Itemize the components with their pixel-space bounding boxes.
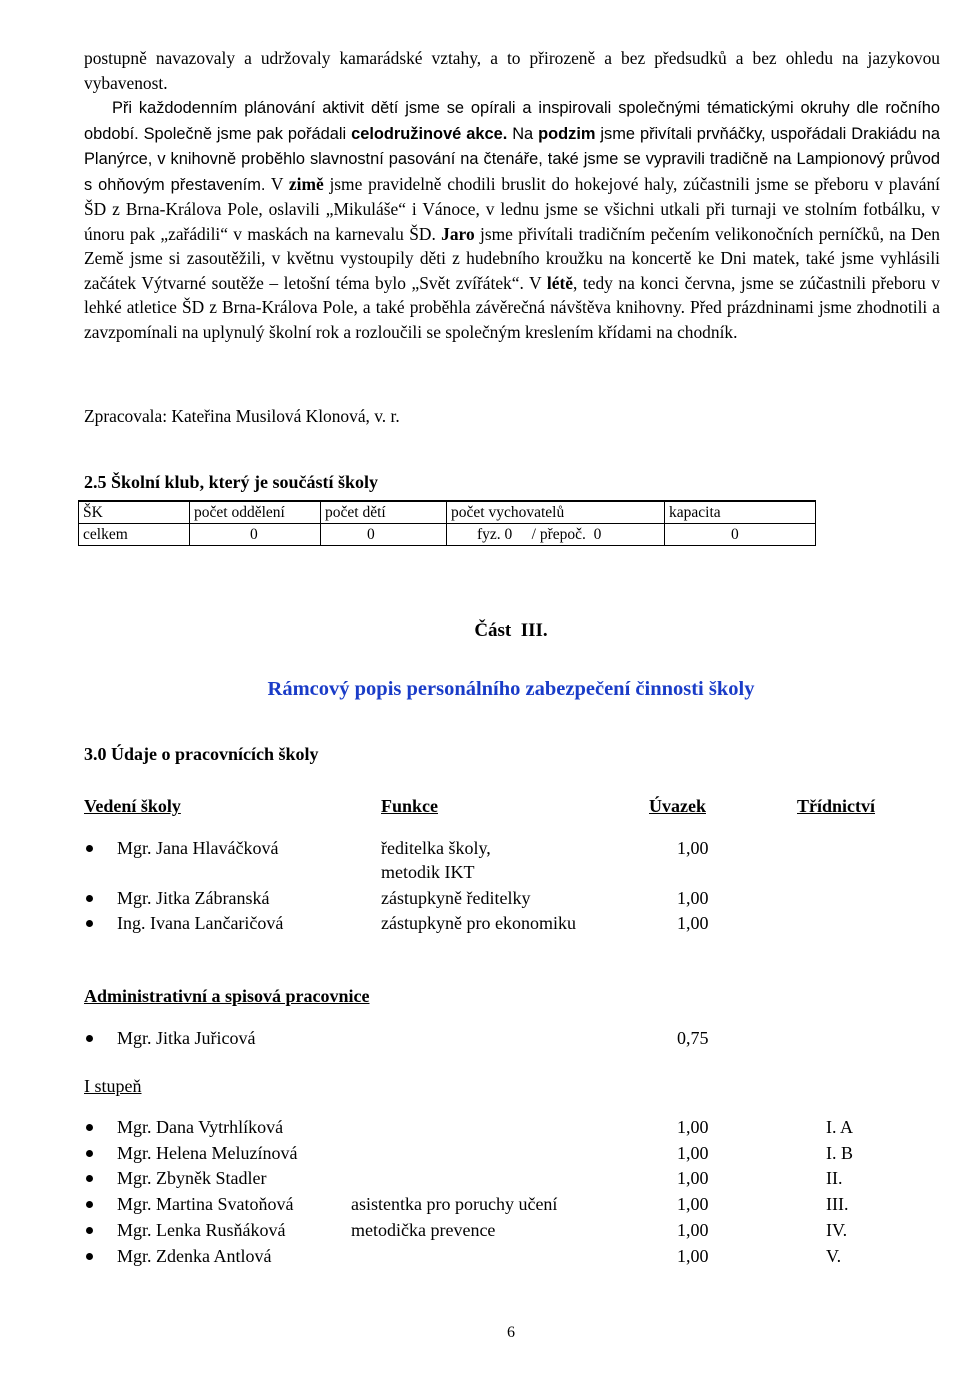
person-uvazek: 1,00 [677, 1143, 709, 1163]
person-name: Mgr. Martina Svatoňová [117, 1194, 294, 1214]
person-name: Mgr. Jana Hlaváčková [117, 838, 279, 858]
intro-p2-bold-akce: celodružinové akce. [351, 124, 508, 143]
person-uvazek: 1,00 [677, 1168, 709, 1188]
intro-p2 [84, 95, 940, 344]
person-name: Mgr. Helena Meluzínová [117, 1143, 298, 1163]
list-item-continuation [0, 862, 960, 886]
intro-p2-c: jsme přivítali prvňáčky, uspořádali Drakiádu na Planýrce, v knihovně proběhlo slavnostní pasování na čtenáře, také jsme se vypravili tradičně na Lampionový průvod s ohňovým přestavením. [84, 124, 941, 194]
person-funkce: ředitelka školy, [381, 838, 491, 858]
person-funkce: zástupkyně pro ekonomiku [381, 913, 576, 933]
person-funkce: zástupkyně ředitelky [381, 888, 531, 908]
section-2-5-title: 2.5 Školní klub, který je součástí školy [84, 472, 379, 492]
person-uvazek: 1,00 [677, 838, 709, 858]
section-3-0-title: 3.0 Údaje o pracovnících školy [84, 744, 319, 764]
intro-paragraph-1 [84, 46, 940, 95]
list-item [0, 913, 960, 937]
person-uvazek: 1,00 [677, 1117, 709, 1137]
intro-p2-g: , tedy na konci června, jsme se zúčastnili přeboru v lehké atletice ŠD z Brna-Králova Pole, a také proběhla závěrečná návštěva knihovny. Před prázdninami jsme zhodnotili a zavzpomínali na uplynulý školní rok a rozloučili se společným kreslením křídami na chodník. [84, 272, 940, 342]
intro-p2-b: Na [507, 124, 539, 143]
person-name: Mgr. Dana Vytrhlíková [117, 1117, 284, 1137]
th-deti: počet dětí [321, 501, 447, 524]
person-trida: II. [826, 1168, 843, 1188]
person-trida: I. A [826, 1117, 853, 1137]
th-sk: ŠK [79, 501, 190, 524]
person-funkce: asistentka pro poruchy učení [351, 1194, 558, 1214]
intro-p2-bold-jaro: Jaro [441, 223, 475, 244]
table-row [79, 524, 816, 546]
td-vychovatele: fyz. 0 / přepoč. 0 [447, 524, 665, 546]
intro-p2-a: Při každodenním plánování aktivit dětí jsme se opírali a inspirovali společnými tématickými okruhy dle ročního období. Společně jsme pak pořádali [84, 99, 940, 143]
th-oddeleni: počet oddělení [190, 501, 321, 524]
td-deti: 0 [321, 524, 447, 546]
intro-paragraph-2 [84, 95, 940, 344]
part-title: Část III. [474, 620, 548, 641]
list-item [0, 838, 960, 862]
list-item [0, 1246, 960, 1270]
page-number: 6 [507, 1324, 515, 1341]
person-name: Mgr. Jitka Zábranská [117, 888, 270, 908]
person-uvazek: 1,00 [677, 1220, 709, 1240]
person-funkce: metodička prevence [351, 1220, 496, 1240]
col-header-uvazek: Úvazek [649, 796, 706, 816]
person-uvazek: 1,00 [677, 913, 709, 933]
signature: Zpracovala: Kateřina Musilová Klonová, v. r. [84, 406, 400, 426]
person-trida: IV. [826, 1220, 848, 1240]
th-kapacita: kapacita [665, 501, 816, 524]
person-uvazek: 1,00 [677, 1246, 709, 1266]
person-uvazek: 1,00 [677, 888, 709, 908]
school-club-table [78, 500, 816, 546]
person-uvazek: 0,75 [677, 1028, 709, 1048]
intro-p2-bold-zime: zimě [288, 173, 324, 194]
person-funkce-2: metodik IKT [381, 862, 475, 882]
td-celkem: celkem [79, 524, 190, 546]
intro-p2-bold-podzim: podzim [538, 124, 596, 143]
col-header-tridnictvi: Třídnictví [797, 796, 876, 816]
person-name: Mgr. Lenka Rusňáková [117, 1220, 286, 1240]
td-kapacita: 0 [665, 524, 816, 546]
list-item [0, 1117, 960, 1141]
col-header-funkce: Funkce [381, 796, 439, 816]
intro-p2-d: V [265, 173, 289, 194]
person-uvazek: 1,00 [677, 1194, 709, 1214]
section-admin-title: Administrativní a spisová pracovnice [84, 986, 370, 1006]
intro-p2-f: jsme přivítali tradičním pečením velikonočních perníčků, na Den Země jsme si zasoutěžili, v květnu vystoupily děti z hudebního kroužku na koncertě ke Dni matek, také jsme vyhlásili začátek Výtvarné soutěže – letošní téma bylo „Svět zvířátek“. V [84, 223, 940, 293]
list-item [0, 1168, 960, 1192]
intro-p1-text: postupně navazovaly a udržovaly kamarádské vztahy, a to přirozeně a bez předsudků a bez ohledu na jazykovou vybavenost. [84, 48, 940, 93]
main-title: Rámcový popis personálního zabezpečení činnosti školy [267, 678, 755, 700]
list-item [0, 1028, 960, 1052]
list-item [0, 1220, 960, 1244]
list-item [0, 1143, 960, 1167]
person-trida: III. [826, 1194, 849, 1214]
person-name: Mgr. Jitka Juřicová [117, 1028, 256, 1048]
col-header-vedeni: Vedení školy [84, 796, 181, 816]
person-name: Mgr. Zbyněk Stadler [117, 1168, 267, 1188]
person-name: Mgr. Zdenka Antlová [117, 1246, 272, 1266]
list-item [0, 888, 960, 912]
td-oddeleni: 0 [190, 524, 321, 546]
person-name: Ing. Ivana Lančaričová [117, 913, 284, 933]
section-stupen1-title: I stupeň [84, 1076, 142, 1096]
intro-p2-bold-lete: létě [546, 272, 573, 293]
list-item [0, 1194, 960, 1218]
person-trida: I. B [826, 1143, 853, 1163]
person-trida: V. [826, 1246, 842, 1266]
table-header-row [79, 501, 816, 524]
th-vychovatele: počet vychovatelů [447, 501, 665, 524]
intro-p2-e: jsme pravidelně chodili bruslit do hokejové haly, zúčastnili jsme se přeboru v plavání ŠD z Brna-Králova Pole, oslavili „Mikuláše“ i Vánoce, v lednu jsme se všichni utkali při turnaji ve stolním fotbálku, v únoru pak „zařádili“ v maskách na karnevalu ŠD. [84, 173, 940, 244]
